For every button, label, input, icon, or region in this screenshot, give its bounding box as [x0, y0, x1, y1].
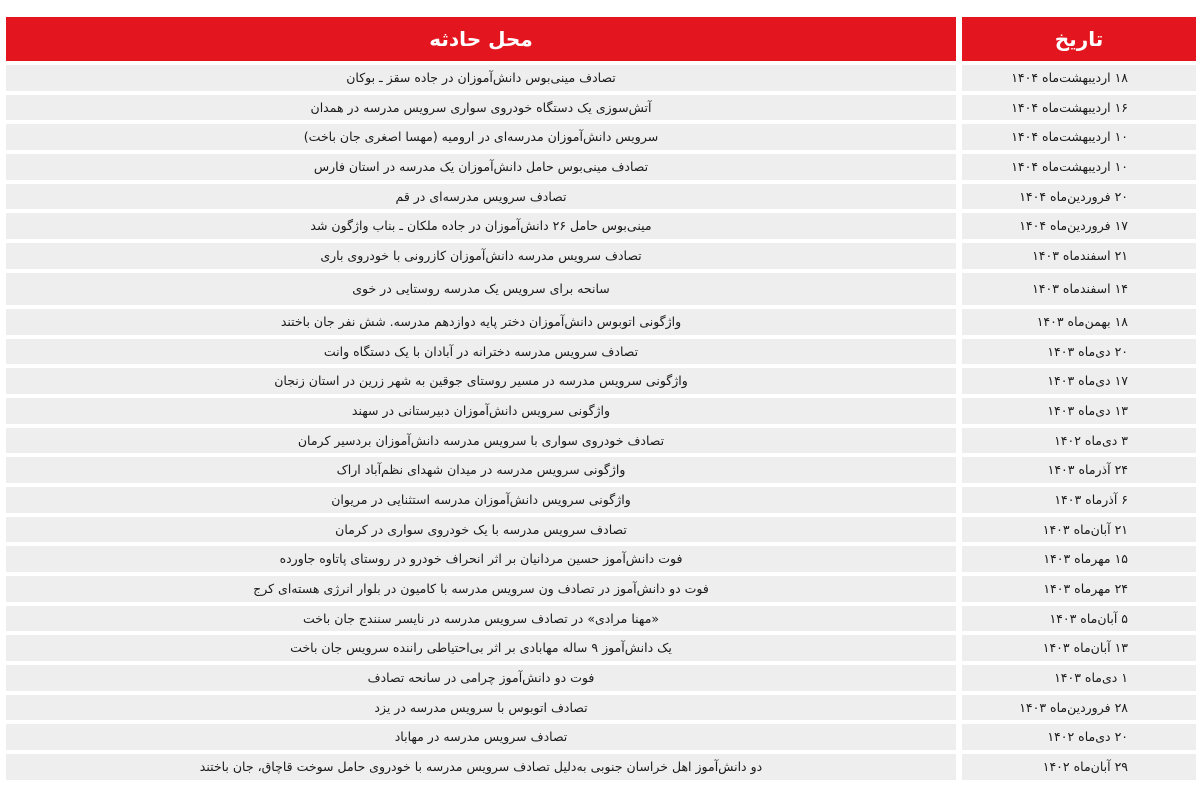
date-cell: ۱۰ اردیبهشت‌ماه ۱۴۰۴	[962, 124, 1196, 150]
date-cell: ۲۹ آبان‌ماه ۱۴۰۲	[962, 754, 1196, 780]
place-cell: تصادف مینی‌بوس حامل دانش‌آموزان یک مدرسه در استان فارس	[6, 154, 956, 180]
place-cell: واژگونی اتوبوس دانش‌آموزان دختر پایه دوازدهم مدرسه. شش نفر جان باختند	[6, 309, 956, 335]
place-cell: فوت دو دانش‌آموز در تصادف ون سرویس مدرسه با کامیون در بلوار انرژی هسته‌ای کرج	[6, 576, 956, 602]
place-cell: مینی‌بوس حامل ۲۶ دانش‌آموزان در جاده ملکان ـ بناب واژگون شد	[6, 213, 956, 239]
place-cell: تصادف اتوبوس با سرویس مدرسه در یزد	[6, 695, 956, 721]
date-cell: ۲۱ آبان‌ماه ۱۴۰۳	[962, 517, 1196, 543]
table-row	[6, 724, 1196, 750]
place-cell: تصادف سرویس مدرسه دخترانه در آبادان با یک دستگاه وانت	[6, 339, 956, 365]
table-row	[6, 606, 1196, 632]
date-cell: ۲۰ فروردین‌ماه ۱۴۰۴	[962, 184, 1196, 210]
table-row	[6, 309, 1196, 335]
date-cell: ۱۷ دی‌ماه ۱۴۰۳	[962, 368, 1196, 394]
table-row	[6, 665, 1196, 691]
place-cell: تصادف سرویس مدرسه‌ای در قم	[6, 184, 956, 210]
table-row	[6, 517, 1196, 543]
date-cell: ۵ آبان‌ماه ۱۴۰۳	[962, 606, 1196, 632]
table-row	[6, 339, 1196, 365]
date-cell: ۲۴ آذرماه ۱۴۰۳	[962, 457, 1196, 483]
place-cell: فوت دو دانش‌آموز چرامی در سانحه تصادف	[6, 665, 956, 691]
table-row	[6, 695, 1196, 721]
date-cell: ۲۸ فروردین‌ماه ۱۴۰۳	[962, 695, 1196, 721]
table-row	[6, 154, 1196, 180]
table-row	[6, 243, 1196, 269]
place-cell: آتش‌سوزی یک دستگاه خودروی سواری سرویس مدرسه در همدان	[6, 95, 956, 121]
table-row	[6, 487, 1196, 513]
place-cell: تصادف سرویس مدرسه در مهاباد	[6, 724, 956, 750]
place-cell: تصادف خودروی سواری با سرویس مدرسه دانش‌آموزان بردسیر کرمان	[6, 428, 956, 454]
date-cell: ۶ آذرماه ۱۴۰۳	[962, 487, 1196, 513]
date-column-header: تاریخ	[962, 17, 1196, 61]
date-cell: ۲۰ دی‌ماه ۱۴۰۲	[962, 724, 1196, 750]
date-cell: ۱۳ آبان‌ماه ۱۴۰۳	[962, 635, 1196, 661]
date-cell: ۱۶ اردیبهشت‌ماه ۱۴۰۴	[962, 95, 1196, 121]
table-row	[6, 124, 1196, 150]
place-cell: فوت دانش‌آموز حسین مردانیان بر اثر انحراف خودرو در روستای پاتاوه جاورده	[6, 546, 956, 572]
place-cell: تصادف سرویس مدرسه با یک خودروی سواری در کرمان	[6, 517, 956, 543]
date-cell: ۱۸ اردیبهشت‌ماه ۱۴۰۴	[962, 65, 1196, 91]
place-column-header: محل حادثه	[6, 17, 956, 61]
date-cell: ۳ دی‌ماه ۱۴۰۲	[962, 428, 1196, 454]
table-row	[6, 368, 1196, 394]
place-cell: سرویس دانش‌آموزان مدرسه‌ای در ارومیه (مهسا اصغری جان باخت)	[6, 124, 956, 150]
table-row	[6, 546, 1196, 572]
table-row	[6, 65, 1196, 91]
table-row	[6, 213, 1196, 239]
place-cell: تصادف مینی‌بوس دانش‌آموزان در جاده سقز ـ بوکان	[6, 65, 956, 91]
place-cell: واژگونی سرویس دانش‌آموزان مدرسه استثنایی در مریوان	[6, 487, 956, 513]
place-cell: «مهنا مرادی» در تصادف سرویس مدرسه در نایسر سنندج جان باخت	[6, 606, 956, 632]
date-cell: ۱۸ بهمن‌ماه ۱۴۰۳	[962, 309, 1196, 335]
table-row	[6, 398, 1196, 424]
table-row	[6, 273, 1196, 305]
table-row	[6, 95, 1196, 121]
table-row	[6, 428, 1196, 454]
table-row	[6, 754, 1196, 780]
accidents-table	[6, 17, 1196, 784]
date-cell: ۱ دی‌ماه ۱۴۰۳	[962, 665, 1196, 691]
place-cell: واژگونی سرویس دانش‌آموزان دبیرستانی در سهند	[6, 398, 956, 424]
table-header	[6, 17, 1196, 61]
place-cell: سانحه برای سرویس یک مدرسه روستایی در خوی	[6, 273, 956, 305]
date-cell: ۲۴ مهرماه ۱۴۰۳	[962, 576, 1196, 602]
date-cell: ۱۰ اردیبهشت‌ماه ۱۴۰۴	[962, 154, 1196, 180]
date-cell: ۱۵ مهرماه ۱۴۰۳	[962, 546, 1196, 572]
table-row	[6, 576, 1196, 602]
date-cell: ۲۰ دی‌ماه ۱۴۰۳	[962, 339, 1196, 365]
place-cell: واژگونی سرویس مدرسه در میدان شهدای نظم‌آباد اراک	[6, 457, 956, 483]
date-cell: ۱۴ اسفندماه ۱۴۰۳	[962, 273, 1196, 305]
table-row	[6, 184, 1196, 210]
date-cell: ۱۳ دی‌ماه ۱۴۰۳	[962, 398, 1196, 424]
place-cell: یک دانش‌آموز ۹ ساله مهابادی بر اثر بی‌احتیاطی راننده سرویس جان باخت	[6, 635, 956, 661]
date-cell: ۲۱ اسفندماه ۱۴۰۳	[962, 243, 1196, 269]
place-cell: واژگونی سرویس مدرسه در مسیر روستای جوقین به شهر زرین در استان زنجان	[6, 368, 956, 394]
date-cell: ۱۷ فروردین‌ماه ۱۴۰۴	[962, 213, 1196, 239]
place-cell: تصادف سرویس مدرسه دانش‌آموزان کازرونی با خودروی باری	[6, 243, 956, 269]
table-row	[6, 635, 1196, 661]
place-cell: دو دانش‌آموز اهل خراسان جنوبی به‌دلیل تصادف سرویس مدرسه با خودروی حامل سوخت قاچاق، جان باختند	[6, 754, 956, 780]
table-row	[6, 457, 1196, 483]
